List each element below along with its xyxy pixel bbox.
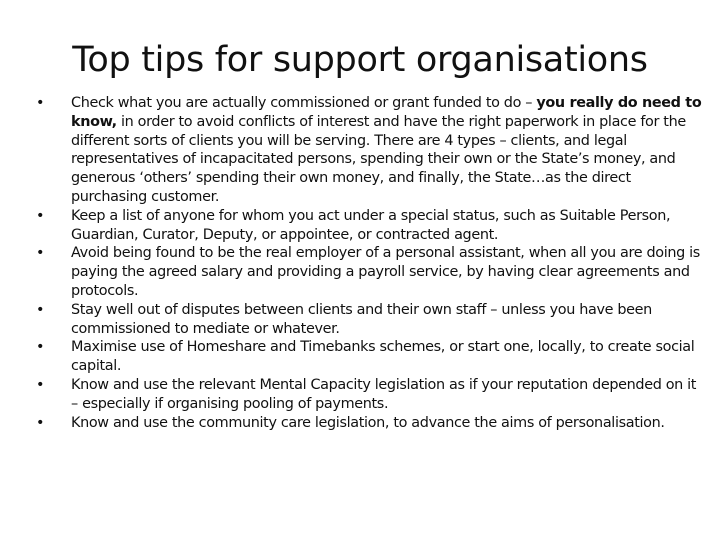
slide-title: Top tips for support organisations — [72, 40, 648, 80]
bullet-item-mental-capacity — [36, 376, 706, 414]
bullet-icon: • — [36, 301, 45, 318]
bullet-text-end: in order to avoid conflicts of interest and have the right paperwork in place for the different sorts of clients you will be serving. There are 4 types – clients, and legal representatives of incapacitated persons, spending their own or the State’s money, and generous ‘others’ spending their own money, and finally, the State…as the direct purchasing customer. — [71, 113, 686, 205]
bullet-icon: • — [36, 207, 45, 224]
bullet-text: Know and use the relevant Mental Capacity legislation as if your reputation depended on it – especially if organising pooling of payments. — [71, 376, 697, 412]
bullet-icon: • — [36, 376, 45, 393]
bullet-icon: • — [36, 95, 45, 111]
bullet-item-special-status — [36, 207, 706, 245]
bullet-item-homeshare — [36, 338, 706, 376]
bullet-text: Maximise use of Homeshare and Timebanks schemes, or start one, locally, to create social capital. — [71, 339, 695, 375]
bullet-text: Keep a list of anyone for whom you act under a special status, such as Suitable Person, Guardian, Curator, Deputy, or appointee, or contracted agent. — [71, 207, 671, 243]
bullet-item-disputes — [36, 301, 706, 339]
bullet-icon: • — [36, 414, 45, 431]
bullet-list — [36, 94, 706, 432]
bullet-text: Avoid being found to be the real employer of a personal assistant, when all you are doing is paying the agreed salary and providing a payroll service, by having clear agreements and protocols. — [71, 245, 700, 299]
bullet-text-emphasis: you really do need to know, — [71, 95, 702, 130]
bullet-icon: • — [36, 339, 45, 356]
bullet-item-employer — [36, 244, 706, 300]
bullet-text: Know and use the community care legislation, to advance the aims of personalisation. — [71, 414, 665, 431]
bullet-item-community-care — [36, 414, 706, 433]
bullet-icon: • — [36, 245, 45, 262]
bullet-text-start: Check what you are actually commissioned or grant funded to do – — [71, 95, 537, 111]
bullet-text: Stay well out of disputes between clients and their own staff – unless you have been commissioned to mediate or whatever. — [71, 301, 652, 337]
bullet-item-commissioning — [36, 94, 706, 207]
